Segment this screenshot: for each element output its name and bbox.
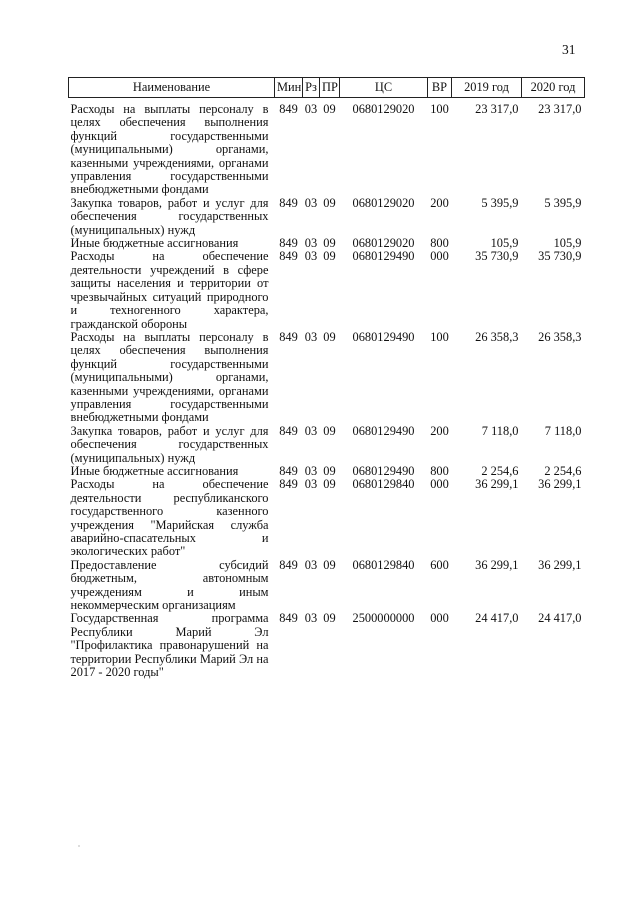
row-2019: 36 299,1 bbox=[475, 477, 519, 492]
header-cs: ЦС bbox=[340, 78, 428, 98]
row-name: Иные бюджетные ассигнования bbox=[70, 463, 239, 478]
row-rz: 03 bbox=[304, 423, 318, 438]
row-2020: 5 395,9 bbox=[544, 195, 582, 210]
row-pr: 09 bbox=[323, 329, 336, 344]
row-cs: 0680129020 bbox=[352, 102, 415, 116]
budget-table bbox=[68, 77, 585, 679]
table-header bbox=[69, 78, 585, 98]
row-name: Закупка товаров, работ и услуг для обеспечения государственных (муниципальных) нужд bbox=[70, 423, 269, 465]
row-2019: 35 730,9 bbox=[475, 249, 519, 264]
row-2019: 26 358,3 bbox=[475, 329, 519, 344]
row-2020: 2 254,6 bbox=[544, 463, 582, 478]
header-pr: ПР bbox=[320, 78, 340, 98]
row-2019: 36 299,1 bbox=[475, 557, 519, 572]
row-rz: 03 bbox=[304, 463, 318, 478]
row-min: 849 bbox=[279, 477, 298, 492]
row-2019: 105,9 bbox=[490, 236, 519, 251]
table-row bbox=[69, 559, 585, 613]
row-pr: 09 bbox=[323, 249, 336, 264]
row-2020: 24 417,0 bbox=[538, 611, 582, 626]
row-vr: 800 bbox=[430, 463, 449, 478]
row-2019: 5 395,9 bbox=[481, 195, 519, 210]
row-2019: 7 118,0 bbox=[481, 423, 519, 438]
row-rz: 03 bbox=[304, 329, 318, 344]
row-min: 849 bbox=[279, 236, 298, 251]
row-cs: 0680129490 bbox=[352, 249, 415, 264]
row-name: Расходы на выплаты персоналу в целях обеспечения выполнения функций государственными (муниципальными) органами, казенными учреждениями, органами управления государственными внебюджетными фондами bbox=[70, 102, 269, 197]
row-name: Расходы на выплаты персоналу в целях обеспечения выполнения функций государственными (муниципальными) органами, казенными учреждениями, органами управления государственными внебюджетными фондами bbox=[70, 329, 269, 425]
row-name: Расходы на обеспечение деятельности учреждений в сфере защиты населения и территории от чрезвычайных ситуаций природного и техногенного характера, гражданской обороны bbox=[70, 249, 269, 331]
table-row bbox=[69, 425, 585, 465]
row-rz: 03 bbox=[304, 477, 318, 492]
row-vr: 100 bbox=[430, 329, 449, 344]
scan-speck bbox=[78, 845, 80, 847]
header-2019: 2019 год bbox=[452, 78, 522, 98]
row-rz: 03 bbox=[304, 249, 318, 264]
table-row bbox=[69, 612, 585, 679]
row-vr: 000 bbox=[430, 611, 449, 626]
row-min: 849 bbox=[279, 195, 298, 210]
row-rz: 03 bbox=[304, 102, 318, 116]
header-min: Мин bbox=[275, 78, 303, 98]
row-min: 849 bbox=[279, 557, 298, 572]
row-2020: 105,9 bbox=[553, 236, 582, 251]
row-cs: 0680129490 bbox=[352, 463, 415, 478]
row-pr: 09 bbox=[323, 477, 336, 492]
page-number: 31 bbox=[562, 42, 576, 57]
row-vr: 000 bbox=[430, 249, 449, 264]
table-row bbox=[69, 237, 585, 250]
table-row bbox=[69, 331, 585, 425]
row-cs: 2500000000 bbox=[352, 611, 415, 626]
row-pr: 09 bbox=[323, 236, 336, 251]
row-min: 849 bbox=[279, 102, 298, 116]
row-name: Иные бюджетные ассигнования bbox=[70, 236, 239, 251]
row-cs: 0680129020 bbox=[352, 195, 415, 210]
header-2020: 2020 год bbox=[522, 78, 585, 98]
header-name: Наименование bbox=[69, 78, 275, 98]
row-min: 849 bbox=[279, 423, 298, 438]
row-pr: 09 bbox=[323, 195, 336, 210]
row-vr: 100 bbox=[430, 102, 449, 116]
row-cs: 0680129490 bbox=[352, 423, 415, 438]
table-body bbox=[69, 98, 585, 680]
row-pr: 09 bbox=[323, 102, 336, 116]
table-row bbox=[69, 197, 585, 237]
table-row bbox=[69, 465, 585, 478]
row-2019: 23 317,0 bbox=[475, 102, 519, 116]
row-name: Закупка товаров, работ и услуг для обеспечения государственных (муниципальных) нужд bbox=[70, 195, 269, 237]
row-2020: 35 730,9 bbox=[538, 249, 582, 264]
header-rz: Рз bbox=[303, 78, 320, 98]
row-2020: 23 317,0 bbox=[538, 102, 582, 116]
row-rz: 03 bbox=[304, 557, 318, 572]
row-2020: 7 118,0 bbox=[544, 423, 582, 438]
row-2019: 2 254,6 bbox=[481, 463, 519, 478]
row-cs: 0680129490 bbox=[352, 329, 415, 344]
row-2020: 36 299,1 bbox=[538, 477, 582, 492]
table-row bbox=[69, 478, 585, 558]
row-vr: 600 bbox=[430, 557, 449, 572]
row-2020: 36 299,1 bbox=[538, 557, 582, 572]
row-pr: 09 bbox=[323, 557, 336, 572]
row-vr: 200 bbox=[430, 423, 449, 438]
row-pr: 09 bbox=[323, 611, 336, 626]
row-2020: 26 358,3 bbox=[538, 329, 582, 344]
row-pr: 09 bbox=[323, 463, 336, 478]
row-min: 849 bbox=[279, 329, 298, 344]
row-min: 849 bbox=[279, 463, 298, 478]
row-rz: 03 bbox=[304, 236, 318, 251]
row-vr: 000 bbox=[430, 477, 449, 492]
row-vr: 800 bbox=[430, 236, 449, 251]
row-cs: 0680129840 bbox=[352, 477, 415, 492]
row-cs: 0680129020 bbox=[352, 236, 415, 251]
table-row bbox=[69, 250, 585, 330]
row-cs: 0680129840 bbox=[352, 557, 415, 572]
row-pr: 09 bbox=[323, 423, 336, 438]
row-min: 849 bbox=[279, 611, 298, 626]
row-rz: 03 bbox=[304, 611, 318, 626]
row-name: Предоставление субсидий бюджетным, автономным учреждениям и иным некоммерческим организациям bbox=[70, 557, 269, 613]
table-row bbox=[69, 98, 585, 197]
header-vr: ВР bbox=[428, 78, 452, 98]
row-min: 849 bbox=[279, 249, 298, 264]
row-rz: 03 bbox=[304, 195, 318, 210]
row-vr: 200 bbox=[430, 195, 449, 210]
row-2019: 24 417,0 bbox=[475, 611, 519, 626]
row-name: Государственная программа Республики Марий Эл "Профилактика правонарушений на территории Республики Марий Эл на 2017 - 2020 годы" bbox=[70, 611, 269, 680]
row-name: Расходы на обеспечение деятельности республиканского государственного казенного учреждения "Марийская служба аварийно-спасательных и экологических работ" bbox=[70, 477, 269, 559]
